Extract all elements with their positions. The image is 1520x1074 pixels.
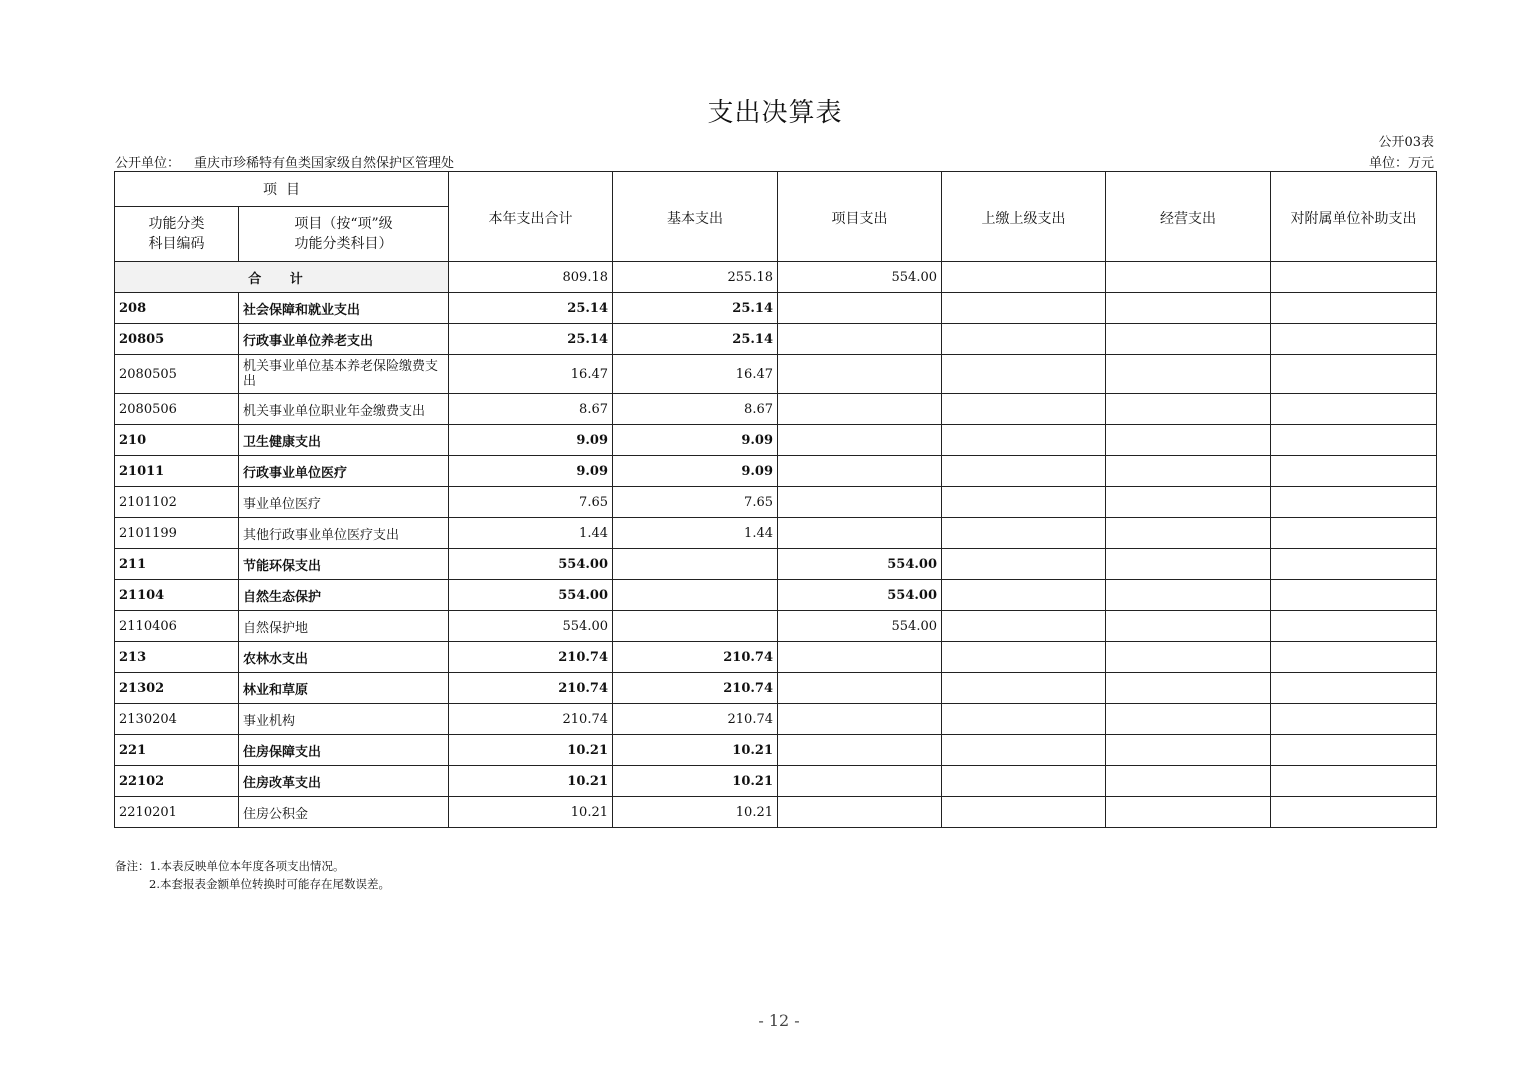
table-row (115, 293, 1437, 324)
cell-code: 213 (115, 642, 239, 673)
cell-basic: 1.44 (613, 518, 778, 549)
cell-project (778, 735, 942, 766)
reporting-unit-label: 公开单位： (115, 156, 181, 171)
cell-name: 农林水支出 (239, 642, 449, 673)
cell-total: 10.21 (449, 766, 613, 797)
cell-operating (1106, 293, 1271, 324)
cell-name: 住房公积金 (239, 797, 449, 828)
cell-operating (1106, 735, 1271, 766)
cell-basic: 7.65 (613, 487, 778, 518)
cell-basic: 10.21 (613, 735, 778, 766)
cell-operating (1106, 425, 1271, 456)
total-row (115, 262, 1437, 293)
cell-operating (1106, 355, 1271, 394)
header-operating: 经营支出 (1106, 172, 1271, 262)
cell-name: 自然生态保护 (239, 580, 449, 611)
cell-upper (942, 797, 1106, 828)
cell-subsidy (1271, 355, 1437, 394)
cell-basic: 25.14 (613, 324, 778, 355)
header-upper: 上缴上级支出 (942, 172, 1106, 262)
header-project: 项目支出 (778, 172, 942, 262)
total-project: 554.00 (778, 262, 942, 293)
cell-project (778, 394, 942, 425)
cell-subsidy (1271, 580, 1437, 611)
cell-operating (1106, 324, 1271, 355)
cell-subsidy (1271, 797, 1437, 828)
cell-basic: 210.74 (613, 704, 778, 735)
table-row (115, 549, 1437, 580)
cell-code: 22102 (115, 766, 239, 797)
currency-unit: 单位：万元 (1368, 156, 1434, 171)
cell-upper (942, 673, 1106, 704)
cell-subsidy (1271, 487, 1437, 518)
cell-upper (942, 580, 1106, 611)
cell-operating (1106, 580, 1271, 611)
cell-upper (942, 487, 1106, 518)
cell-code: 2101199 (115, 518, 239, 549)
cell-subsidy (1271, 642, 1437, 673)
table-row (115, 766, 1437, 797)
cell-basic: 210.74 (613, 642, 778, 673)
cell-upper (942, 394, 1106, 425)
header-item-group: 项 目 (115, 172, 449, 207)
cell-operating (1106, 456, 1271, 487)
cell-total: 7.65 (449, 487, 613, 518)
cell-basic: 210.74 (613, 673, 778, 704)
note-2: 2.本套报表金额单位转换时可能存在尾数误差。 (149, 877, 390, 891)
cell-operating (1106, 611, 1271, 642)
reporting-unit (115, 152, 454, 171)
cell-total: 25.14 (449, 324, 613, 355)
cell-name: 节能环保支出 (239, 549, 449, 580)
cell-operating (1106, 797, 1271, 828)
cell-project: 554.00 (778, 549, 942, 580)
cell-name: 卫生健康支出 (239, 425, 449, 456)
cell-code: 2110406 (115, 611, 239, 642)
cell-name: 行政事业单位医疗 (239, 456, 449, 487)
cell-name: 住房改革支出 (239, 766, 449, 797)
table-row (115, 355, 1437, 394)
header-basic: 基本支出 (613, 172, 778, 262)
cell-code: 210 (115, 425, 239, 456)
cell-total: 25.14 (449, 293, 613, 324)
cell-code: 2101102 (115, 487, 239, 518)
expenditure-table (114, 171, 1437, 828)
cell-basic: 16.47 (613, 355, 778, 394)
page-number: - 12 - (758, 1011, 800, 1030)
cell-project (778, 518, 942, 549)
cell-upper (942, 549, 1106, 580)
cell-operating (1106, 518, 1271, 549)
cell-operating (1106, 642, 1271, 673)
cell-project (778, 797, 942, 828)
cell-operating (1106, 766, 1271, 797)
cell-total: 210.74 (449, 673, 613, 704)
cell-project (778, 425, 942, 456)
cell-project: 554.00 (778, 611, 942, 642)
table-row (115, 425, 1437, 456)
cell-upper (942, 293, 1106, 324)
cell-total: 554.00 (449, 611, 613, 642)
cell-total: 1.44 (449, 518, 613, 549)
cell-basic (613, 611, 778, 642)
table-row (115, 487, 1437, 518)
cell-code: 21011 (115, 456, 239, 487)
cell-name: 事业机构 (239, 704, 449, 735)
cell-upper (942, 355, 1106, 394)
cell-code: 221 (115, 735, 239, 766)
cell-subsidy (1271, 673, 1437, 704)
cell-total: 554.00 (449, 549, 613, 580)
cell-basic: 8.67 (613, 394, 778, 425)
cell-total: 210.74 (449, 704, 613, 735)
cell-total: 10.21 (449, 735, 613, 766)
cell-subsidy (1271, 456, 1437, 487)
cell-project (778, 673, 942, 704)
cell-total: 210.74 (449, 642, 613, 673)
cell-operating (1106, 704, 1271, 735)
cell-project (778, 355, 942, 394)
cell-subsidy (1271, 518, 1437, 549)
total-subsidy (1271, 262, 1437, 293)
cell-operating (1106, 487, 1271, 518)
page-title: 支出决算表 (707, 98, 843, 128)
cell-project (778, 704, 942, 735)
cell-upper (942, 704, 1106, 735)
table-row (115, 735, 1437, 766)
cell-subsidy (1271, 394, 1437, 425)
reporting-unit-name: 重庆市珍稀特有鱼类国家级自然保护区管理处 (194, 156, 455, 171)
table-row (115, 456, 1437, 487)
cell-basic: 9.09 (613, 425, 778, 456)
cell-upper (942, 324, 1106, 355)
header-code: 功能分类 科目编码 (115, 207, 239, 262)
cell-name: 事业单位医疗 (239, 487, 449, 518)
cell-project: 554.00 (778, 580, 942, 611)
cell-project (778, 642, 942, 673)
notes (115, 857, 390, 893)
cell-basic: 25.14 (613, 293, 778, 324)
cell-total: 8.67 (449, 394, 613, 425)
cell-total: 10.21 (449, 797, 613, 828)
cell-subsidy (1271, 549, 1437, 580)
cell-basic: 10.21 (613, 797, 778, 828)
cell-name: 其他行政事业单位医疗支出 (239, 518, 449, 549)
cell-total: 16.47 (449, 355, 613, 394)
table-row (115, 324, 1437, 355)
cell-project (778, 293, 942, 324)
cell-subsidy (1271, 735, 1437, 766)
cell-basic: 9.09 (613, 456, 778, 487)
cell-code: 211 (115, 549, 239, 580)
cell-upper (942, 611, 1106, 642)
cell-subsidy (1271, 324, 1437, 355)
cell-name: 自然保护地 (239, 611, 449, 642)
cell-basic (613, 549, 778, 580)
cell-project (778, 766, 942, 797)
cell-name: 机关事业单位职业年金缴费支出 (239, 394, 449, 425)
cell-code: 20805 (115, 324, 239, 355)
cell-subsidy (1271, 766, 1437, 797)
total-label: 合 计 (115, 262, 449, 293)
table-row (115, 673, 1437, 704)
form-number: 公开03表 (1378, 135, 1434, 150)
cell-code: 2210201 (115, 797, 239, 828)
cell-upper (942, 766, 1106, 797)
header-name: 项目（按“项”级 功能分类科目） (239, 207, 449, 262)
cell-operating (1106, 394, 1271, 425)
total-amount: 809.18 (449, 262, 613, 293)
table-row (115, 611, 1437, 642)
cell-name: 林业和草原 (239, 673, 449, 704)
cell-basic: 10.21 (613, 766, 778, 797)
cell-code: 2130204 (115, 704, 239, 735)
cell-code: 2080505 (115, 355, 239, 394)
cell-project (778, 456, 942, 487)
cell-name: 行政事业单位养老支出 (239, 324, 449, 355)
header-total: 本年支出合计 (449, 172, 613, 262)
cell-subsidy (1271, 293, 1437, 324)
cell-code: 2080506 (115, 394, 239, 425)
cell-subsidy (1271, 425, 1437, 456)
cell-upper (942, 456, 1106, 487)
cell-code: 208 (115, 293, 239, 324)
note-1: 备注：1.本表反映单位本年度各项支出情况。 (115, 859, 345, 873)
cell-code: 21104 (115, 580, 239, 611)
cell-subsidy (1271, 611, 1437, 642)
table-row (115, 642, 1437, 673)
cell-name: 社会保障和就业支出 (239, 293, 449, 324)
total-basic: 255.18 (613, 262, 778, 293)
table-row (115, 580, 1437, 611)
cell-total: 9.09 (449, 456, 613, 487)
total-operating (1106, 262, 1271, 293)
cell-subsidy (1271, 704, 1437, 735)
cell-total: 554.00 (449, 580, 613, 611)
cell-upper (942, 518, 1106, 549)
cell-name: 住房保障支出 (239, 735, 449, 766)
cell-project (778, 324, 942, 355)
cell-name: 机关事业单位基本养老保险缴费支出 (239, 355, 449, 394)
cell-upper (942, 425, 1106, 456)
cell-operating (1106, 549, 1271, 580)
header-subsidy: 对附属单位补助支出 (1271, 172, 1437, 262)
table-row (115, 704, 1437, 735)
cell-upper (942, 735, 1106, 766)
table-row (115, 797, 1437, 828)
cell-basic (613, 580, 778, 611)
cell-operating (1106, 673, 1271, 704)
cell-project (778, 487, 942, 518)
table-row (115, 518, 1437, 549)
cell-upper (942, 642, 1106, 673)
total-upper (942, 262, 1106, 293)
cell-code: 21302 (115, 673, 239, 704)
cell-total: 9.09 (449, 425, 613, 456)
table-row (115, 394, 1437, 425)
